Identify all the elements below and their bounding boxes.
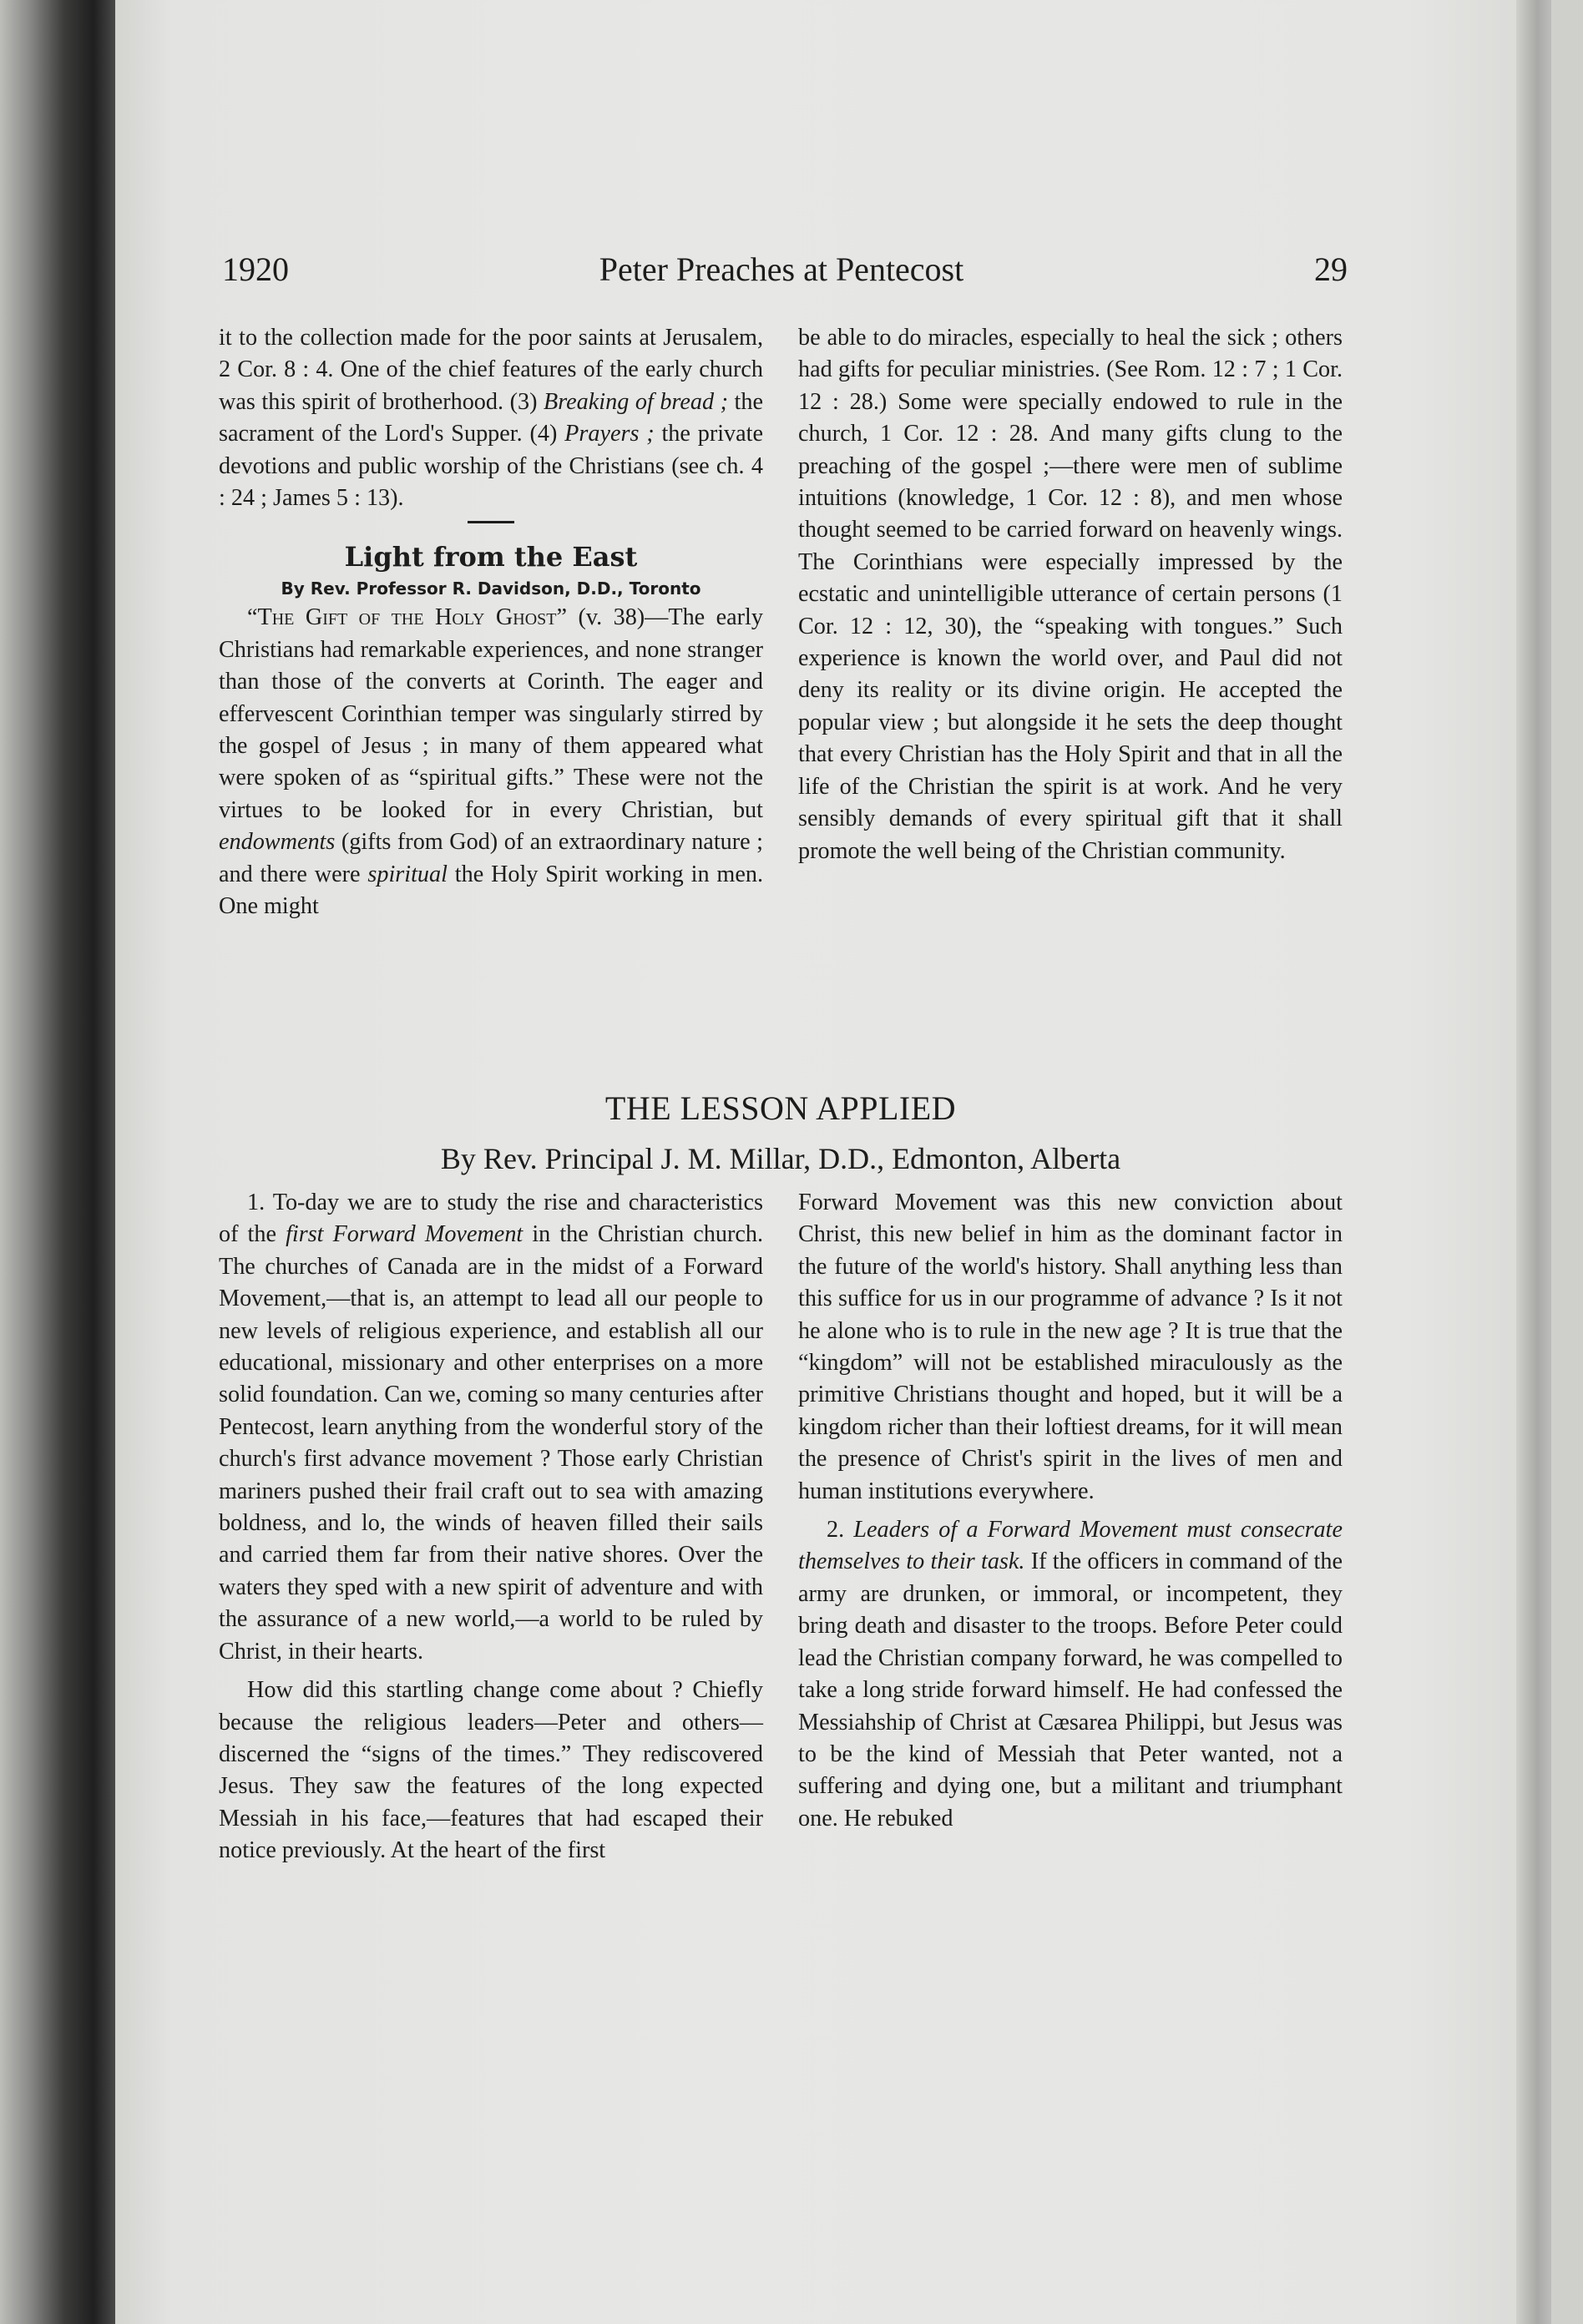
- paragraph-spiritual-gifts: be able to do miracles, especially to heal the sick ; others had gifts for peculiar ministries. (See Rom. 12 : 7 ; 1 Cor. 12 : 28.) Some were specially endowed to rule in the church, 1 Cor. 12 : 28. And many gifts clung to the preaching of the gospel ;—there were men of sublime intuitions (knowledge, 1 Cor. 12 : 8), and men whose thought seemed to be carried forward on heavenly wings. The Corinthians were especially impressed by the ecstatic and unintelligible utterance of certain persons (1 Cor. 12 : 12, 30), the “speaking with tongues.” Such experience is known the world over, and Paul did not deny its reality or its divine origin. He accepted the popular view ; but alongside it he sets the deep thought that every Christian has the Holy Spirit and that in all the life of the Christian the spirit is at work. And he very sensibly demands of every spiritual gift that it shall promote the well being of the Christian community.: [798, 325, 1343, 864]
- running-head-year: 1920: [222, 250, 289, 288]
- paragraph-brotherhood: [219, 322, 763, 514]
- italic-run: spiritual: [367, 861, 448, 887]
- text-run: the sacrament of the Lord's Supper. (4): [219, 388, 763, 447]
- text-run: If the officers in command of the army are drunken, or immoral, or incompetent, they bring death and disaster to the troops. Before Peter could lead the Christian company forward, he was compelled to take a long stride forward himself. He had confessed the Messiahship of Christ at Cæsarea Philippi, but Jesus was to be the kind of Messiah that Peter wanted, not a suffering and dying one, but a militant and triumphant one. He rebuked: [798, 1548, 1343, 1831]
- lesson-title: THE LESSON APPLIED: [604, 1089, 957, 1127]
- text-run: 2.: [827, 1517, 854, 1543]
- section-byline: By Rev. Professor R. Davidson, D.D., Toronto: [281, 578, 701, 599]
- italic-run: first Forward Movement: [286, 1221, 523, 1248]
- lesson-byline: By Rev. Principal J. M. Millar, D.D., Edmonton, Alberta: [440, 1142, 1121, 1175]
- column-left-top: [219, 322, 763, 923]
- running-head: [215, 247, 1348, 292]
- italic-run: Prayers ;: [564, 421, 655, 447]
- italic-run: endowments: [219, 829, 336, 856]
- paragraph-forward-movement: [219, 1187, 763, 1668]
- italic-run: Breaking of bread ;: [544, 388, 728, 415]
- column-right-top: [798, 322, 1343, 867]
- book-binding: [0, 0, 117, 2324]
- text-run: it to the collection made for the poor saints at Jerusalem, 2 Cor. 8 : 4. One of the chief features of the early church was this spirit of brotherhood. (3): [219, 325, 763, 415]
- paragraph-gift-of-holy-ghost: [219, 602, 763, 922]
- column-right-bottom: [798, 1187, 1343, 1835]
- section-heading-light-from-the-east: Light from the East: [344, 541, 638, 573]
- paragraph-leaders-consecrate: [798, 1514, 1343, 1835]
- text-run: the private devotions and public worship of the Christians (see ch. 4 : 24 ; James 5 : 13).: [219, 421, 763, 512]
- page-edge: [1516, 0, 1551, 2324]
- text-run: (gifts from God) of an extraordinary nature ; and there were: [219, 829, 763, 887]
- italic-run: Leaders of a Forward Movement must consecrate themselves to their task.: [798, 1517, 1343, 1575]
- text-run: ” (v. 38)—The early Christians had remarkable experiences, and none stranger than those of the converts at Corinth. The eager and effervescent Corinthian temper was singularly stirred by the gospel of Jesus ; in many of them appeared what were spoken of as “spiritual gifts.” These were not the virtues to be looked for in every Christian, but: [219, 604, 763, 823]
- section-divider: [468, 521, 514, 523]
- text-run: “: [247, 604, 258, 631]
- column-left-bottom: [219, 1187, 763, 1867]
- text-run: the Holy Spirit working in men. One might: [219, 861, 763, 920]
- paragraph-startling-change: How did this startling change come about ? Chiefly because the religious leaders—Peter and others—discerned the “signs of the times.” They rediscovered Jesus. They saw the features of the long expected Messiah in his face,—features that had escaped their notice previously. At the heart of the first: [219, 1677, 763, 1864]
- paragraph-new-conviction: Forward Movement was this new conviction about Christ, this new belief in him as the dominant factor in the future of the world's history. Shall anything less than this suffice for us in our programme of advance ? Is it not he alone who is to rule in the new age ? It is true that the “kingdom” will not be established miraculously as the primitive Christians thought and hoped, but it will be a kingdom richer than their loftiest dreams, for it will mean the presence of Christ's spirit in the lives of men and human institutions everywhere.: [798, 1190, 1343, 1504]
- page-number: 29: [1314, 250, 1348, 288]
- small-caps-run: The Gift of the Holy Ghost: [257, 604, 557, 631]
- text-run: 1. To-day we are to study the rise and characteristics of the: [219, 1190, 763, 1248]
- text-run: in the Christian church. The churches of Canada are in the midst of a Forward Movement,—that is, an attempt to lead all our people to new levels of religious experience, and establish all our educational, missionary and other enterprises on a more solid foundation. Can we, coming so many centuries after Pentecost, learn anything from the wonderful story of the church's first advance movement ? Those early Christian mariners pushed their frail craft out to sea with amazing boldness, and lo, the winds of heaven filled their sails and carried them far from their native shores. Over the waters they sped with a new spirit of adventure and with the assurance of a new world,—a world to be ruled by Christ, in their hearts.: [219, 1221, 764, 1665]
- running-head-title: Peter Preaches at Pentecost: [599, 250, 964, 288]
